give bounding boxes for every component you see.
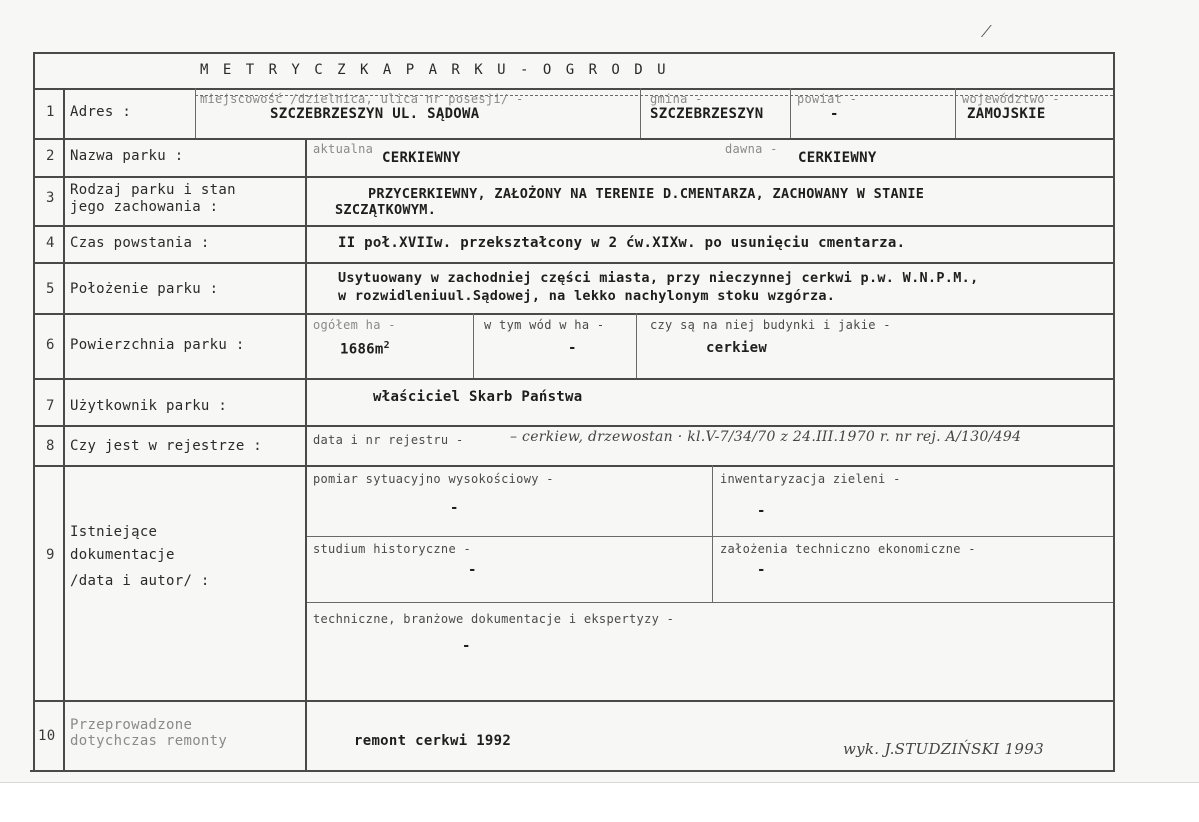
field-value: CERKIEWNY [382,150,461,166]
row-number: 7 [46,398,55,414]
rule-r6-a [473,313,474,378]
field-caption: województwo - [962,92,1060,106]
row-label: Położenie parku : [70,281,219,297]
row-number: 6 [46,337,55,353]
field-value: remont cerkwi 1992 [354,733,512,749]
row-number: 4 [46,235,55,251]
field-caption: data i nr rejestru - [313,433,464,447]
field-value: SZCZEBRZESZYN [650,106,764,122]
field-caption: w tym wód w ha - [484,318,605,332]
page-title: M E T R Y C Z K A P A R K U - O G R O D U [200,62,666,78]
row-number: 3 [46,190,55,206]
rule-bottom [30,770,1115,772]
row-label: dokumentacje [70,547,175,563]
rule-r6-b [636,313,637,378]
row-number: 5 [46,281,55,297]
field-value: II poł.XVIIw. przekształcony w 2 ćw.XIXw. po usunięciu cmentarza. [338,235,906,251]
field-caption: pomiar sytuacyjno wysokościowy - [313,472,554,486]
rule-3-4 [33,225,1115,227]
row-label: Przeprowadzone [70,717,193,733]
row-label: Rodzaj parku i stan [70,182,236,198]
rule-8-9 [33,465,1115,467]
field-caption: powiat - [797,92,858,106]
field-caption: miejscowość /dzielnica, ulica nr posesji/ - [200,92,524,106]
row-number: 8 [46,438,55,454]
rule-r1-b [640,88,641,138]
rule-r1-c [790,88,791,138]
row-label: Powierzchnia parku : [70,337,245,353]
field-value: SZCZĄTKOWYM. [335,202,437,218]
field-caption: czy są na niej budynki i jakie - [650,318,891,332]
rule-r9-mid [712,465,713,602]
row-label: Użytkownik parku : [70,398,228,414]
row-number: 10 [38,728,56,744]
row-label: dotychczas remonty [70,733,228,749]
field-value: w rozwidleniuul.Sądowej, na lekko nachylonym stoku wzgórza. [338,288,836,304]
rule-1-2 [33,138,1115,140]
rule-2-3 [33,176,1115,178]
field-value: cerkiew [706,340,768,356]
rule-left [33,52,35,770]
row-label: Czy jest w rejestrze : [70,438,263,454]
handwritten-register-entry: – cerkiew, drzewostan · kl.V-7/34/70 z 24.III.1970 r. nr rej. A/130/494 [510,429,1022,445]
field-value: - [468,562,477,578]
row-label: Adres : [70,104,132,120]
rule-9a [305,536,1115,537]
rule-5-6 [33,313,1115,315]
rule-numcol [63,88,65,770]
row-number: 1 [46,104,55,120]
rule-7-8 [33,425,1115,427]
field-value: - [757,562,766,578]
rule-6-7 [33,378,1115,380]
pen-mark: ⁄ [985,22,988,41]
field-caption: techniczne, branżowe dokumentacje i ekspertyzy - [313,612,675,626]
field-value: CERKIEWNY [798,150,877,166]
field-caption: studium historyczne - [313,542,472,556]
field-caption: gmina - [650,92,703,106]
author-signature: wyk. J.STUDZIŃSKI 1993 [843,740,1044,758]
field-value: Usytuowany w zachodniej części miasta, przy nieczynnej cerkwi p.w. W.N.P.M., [338,270,979,286]
field-caption: aktualna [313,142,374,156]
rule-9b [305,602,1115,603]
row-label: Nazwa parku : [70,148,184,164]
row-label: Istniejące [70,524,158,540]
rule-right [1113,52,1115,770]
field-value: ZAMOJSKIE [967,106,1046,122]
rule-top [33,52,1113,54]
rule-labelcol [305,138,307,770]
row-number: 2 [46,148,55,164]
field-value: SZCZEBRZESZYN UL. SĄDOWA [270,106,480,122]
field-caption: ogółem ha - [313,318,396,332]
field-value: PRZYCERKIEWNY, ZAŁOŻONY NA TERENIE D.CMENTARZA, ZACHOWANY W STANIE [368,186,925,202]
field-caption: założenia techniczno ekonomiczne - [720,542,976,556]
row-number: 9 [46,547,55,563]
rule-r1-a [195,88,196,138]
row-label: /data i autor/ : [70,573,210,589]
field-caption: dawna - [725,142,778,156]
field-value: - [830,106,839,122]
field-caption: inwentaryzacja zieleni - [720,472,901,486]
row-label: Czas powstania : [70,235,210,251]
rule-r1-d [955,88,956,138]
field-value: - [757,503,766,519]
rule-9-10 [33,700,1115,702]
rule-4-5 [33,262,1115,264]
scan-bottom-margin [0,782,1199,822]
field-value: właściciel Skarb Państwa [373,389,583,405]
field-value: - [450,500,459,516]
field-value: - [568,340,577,356]
field-value: - [462,638,471,654]
row-label: jego zachowania : [70,199,219,215]
field-value: $1686m^2$ [340,340,390,358]
